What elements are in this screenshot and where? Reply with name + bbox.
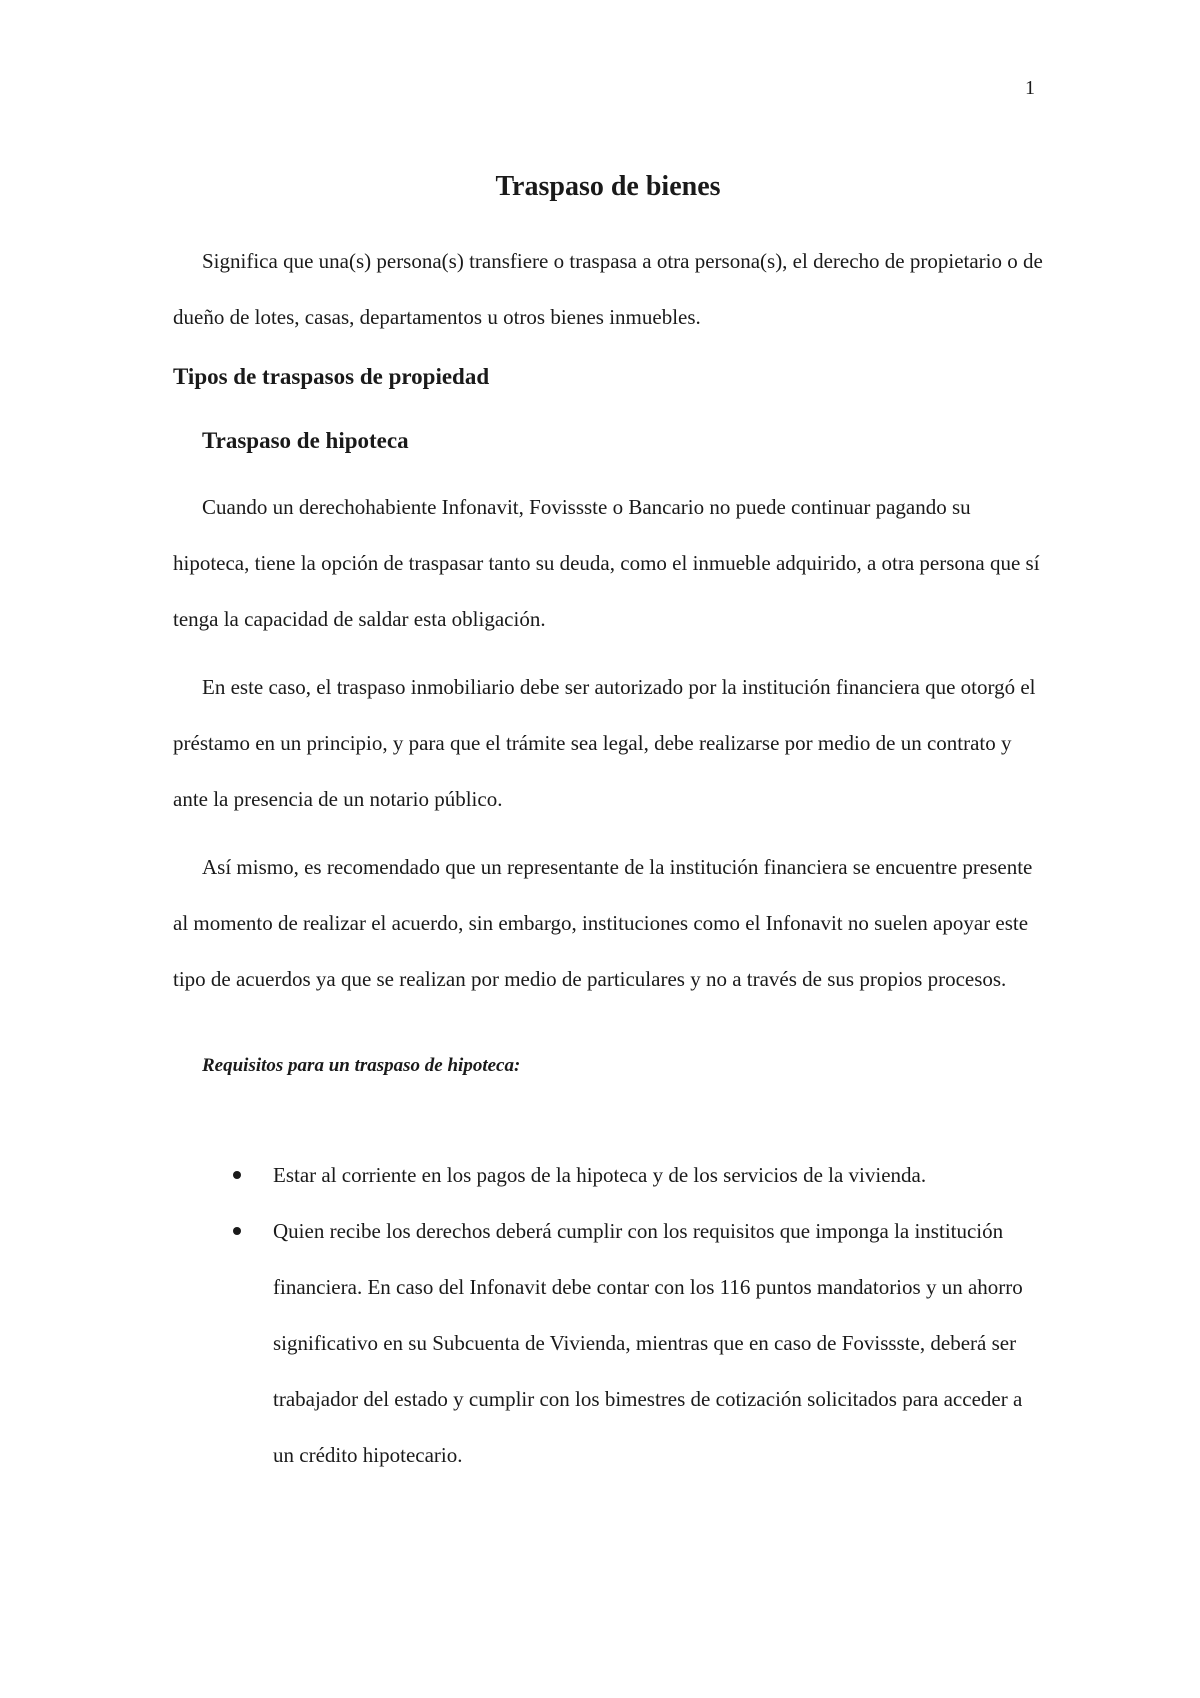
list-item [231,1203,1043,1483]
body-paragraph: En este caso, el traspaso inmobiliario debe ser autorizado por la institución financiera que otorgó el préstamo en un principio, y para que el trámite sea legal, debe realizarse por medio de un contrato y ante la presencia de un notario público. [173,675,1036,811]
intro-paragraph: Significa que una(s) persona(s) transfiere o traspasa a otra persona(s), el derecho de propietario o de dueño de lotes, casas, departamentos u otros bienes inmuebles. [173,249,1043,329]
document-body [173,167,1043,1483]
list-item-text: Estar al corriente en los pagos de la hipoteca y de los servicios de la vivienda. [273,1163,927,1187]
requirements-list [173,1147,1043,1483]
section-heading: Tipos de traspasos de propiedad [173,364,490,389]
list-item-text: Quien recibe los derechos deberá cumplir con los requisitos que imponga la institución financiera. En caso del Infonavit debe contar con los 116 puntos mandatorios y un ahorro significativo en su Subcuenta de Vivienda, mientras que en caso de Fovissste, deberá ser trabajador del estado y cumplir con los bimestres de cotización solicitados para acceder a un crédito hipotecario. [273,1219,1023,1467]
page-number: 1 [1025,77,1035,99]
list-item [231,1147,1043,1203]
bullet-icon [233,1227,241,1235]
subsection-heading: Traspaso de hipoteca [202,428,409,453]
bullet-icon [233,1171,241,1179]
body-paragraph: Así mismo, es recomendado que un representante de la institución financiera se encuentre presente al momento de realizar el acuerdo, sin embargo, instituciones como el Infonavit no suelen apoyar este tipo de acuerdos ya que se realizan por medio de particulares y no a través de sus propios procesos. [173,855,1033,991]
body-paragraph: Cuando un derechohabiente Infonavit, Fovissste o Bancario no puede continuar pagando su hipoteca, tiene la opción de traspasar tanto su deuda, como el inmueble adquirido, a otra persona que sí tenga la capacidad de saldar esta obligación. [173,495,1040,631]
requirements-heading: Requisitos para un traspaso de hipoteca: [202,1055,521,1076]
document-title: Traspaso de bienes [495,171,721,202]
